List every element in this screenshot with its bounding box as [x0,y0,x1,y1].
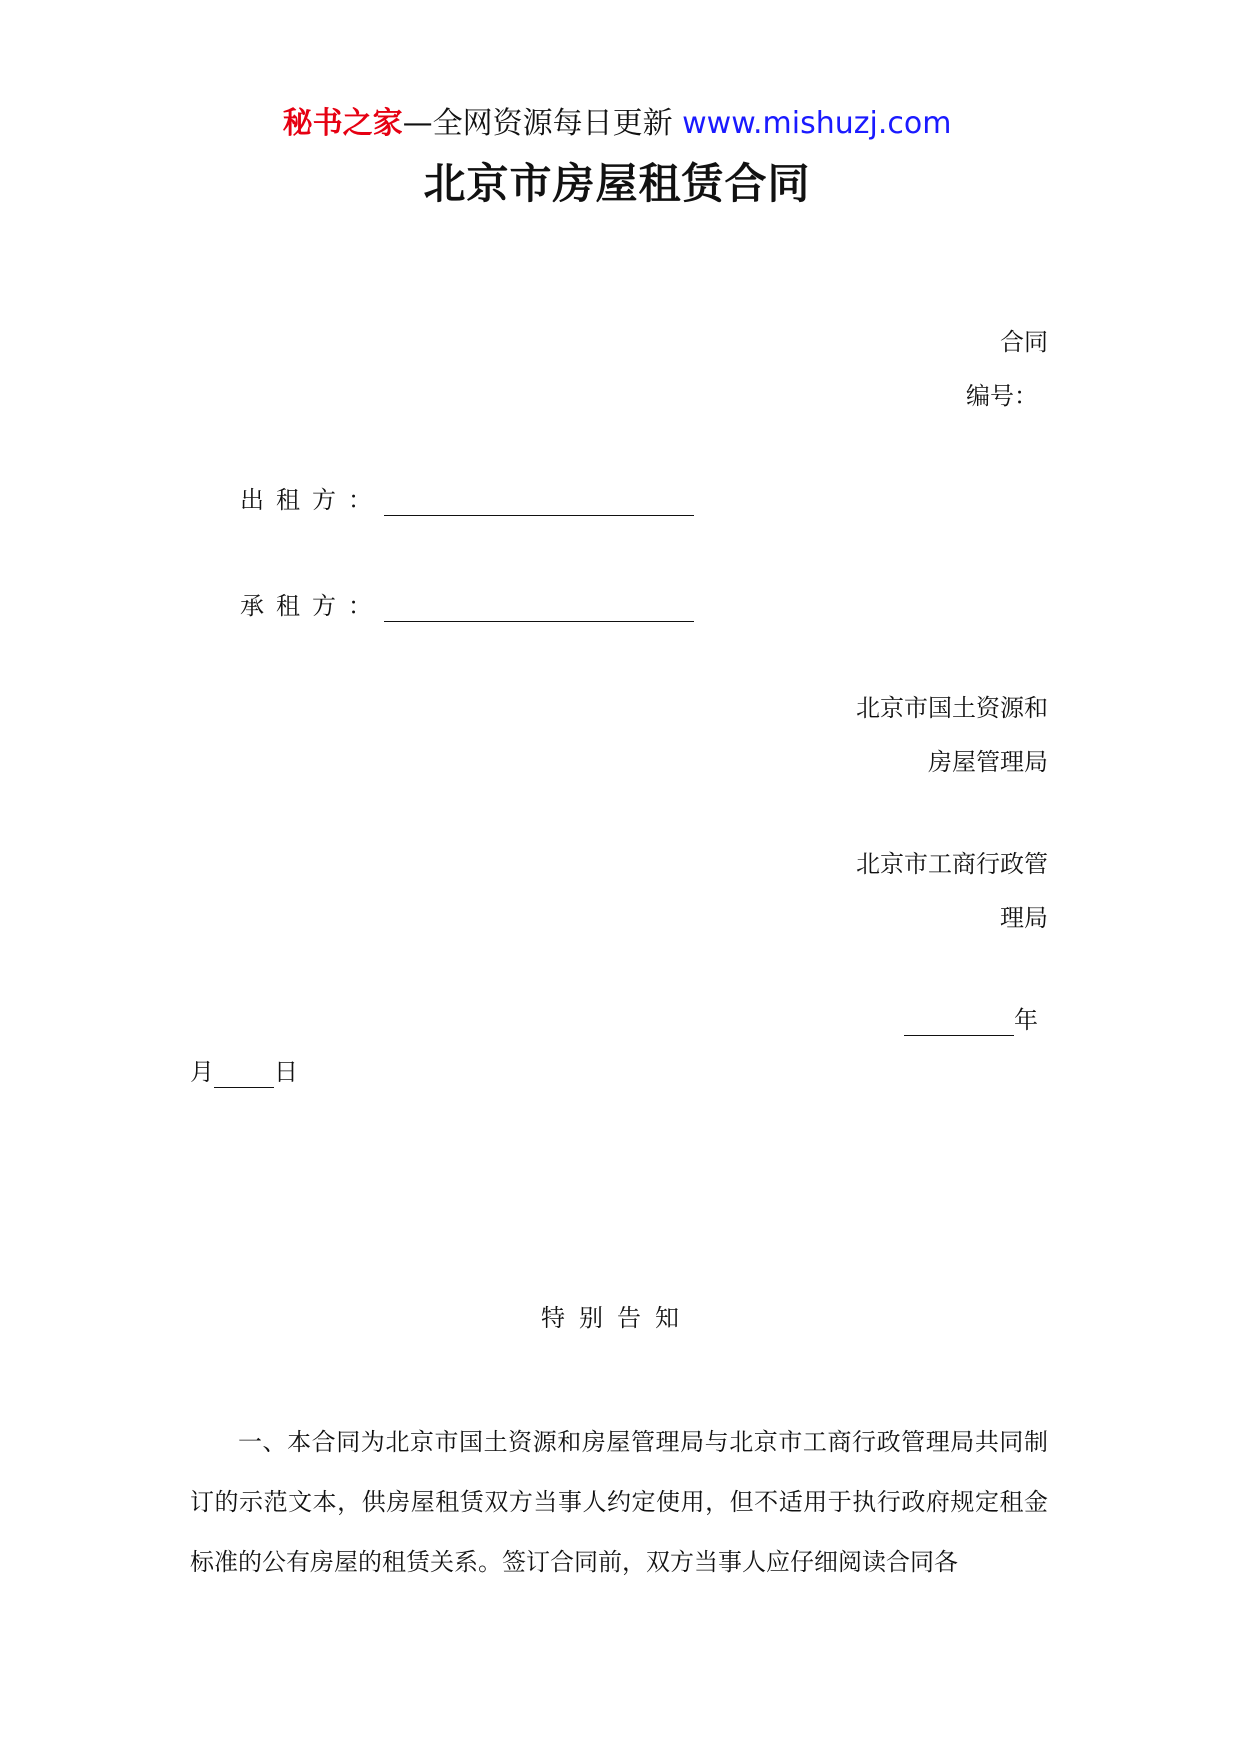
notice-heading: 特别告知 [541,1304,693,1332]
contract-no-label-line2: 编号： [966,382,1038,410]
lessee-label: 承租方： [240,592,384,620]
notice-paragraph-1: 一、本合同为北京市国土资源和房屋管理局与北京市工商行政管理局共同制订的示范文本，供房屋租赁双方当事人约定使用，但不适用于执行政府规定租金标准的公有房屋的租赁关系。签订合同前，双方当事人应仔细阅读合同各 [190,1428,1048,1576]
month-label: 月 [190,1058,214,1086]
day-blank-line[interactable] [214,1061,274,1088]
year-label: 年 [1014,1006,1038,1034]
banner-url-link[interactable]: www.mishuzj.com [682,106,952,141]
date-month-day-field [190,1056,298,1088]
lessor-label: 出租方： [240,486,384,514]
issuer-bureau1-line2: 房屋管理局 [928,748,1048,776]
year-blank-line[interactable] [904,1009,1014,1036]
issuer-bureau2-line1: 北京市工商行政管 [856,850,1048,878]
lessor-field [240,484,694,516]
date-year-field [904,1004,1038,1036]
site-banner [0,104,1234,144]
issuer-bureau1-line1: 北京市国土资源和 [856,694,1048,722]
banner-brand: 秘书之家 [282,106,403,141]
document-title: 北京市房屋租赁合同 [423,159,811,208]
contract-no-label-line1: 合同 [1000,328,1048,356]
day-label: 日 [274,1058,298,1086]
banner-tagline: —全网资源每日更新 [402,106,683,141]
lessee-blank-line[interactable] [384,595,694,622]
lessee-field [240,590,694,622]
issuer-bureau2-line2: 理局 [1000,904,1048,932]
lessor-blank-line[interactable] [384,489,694,516]
